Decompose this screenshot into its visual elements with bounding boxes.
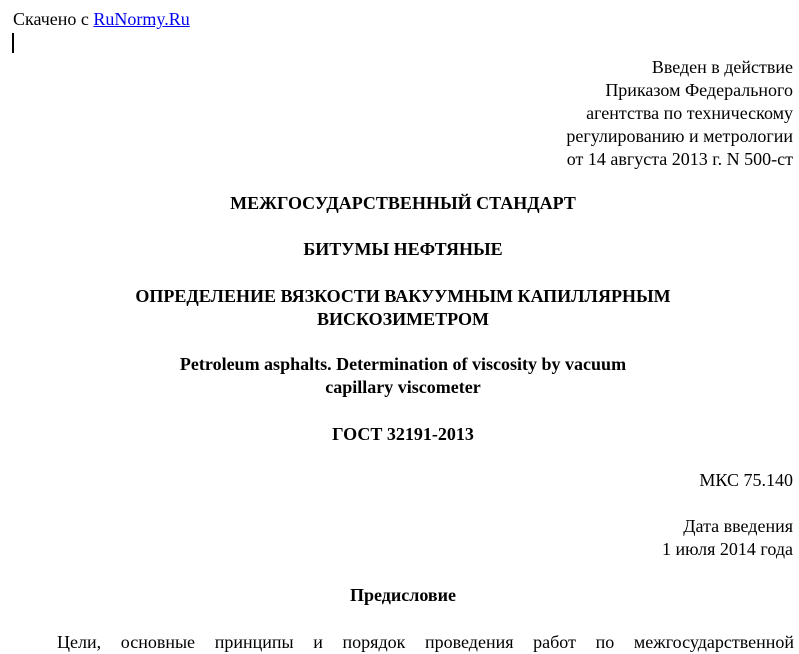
english-title (0, 353, 799, 399)
introduced-line: агентства по техническому (586, 103, 793, 123)
english-title-line: Petroleum asphalts. Determination of viscosity by vacuum (179, 354, 627, 374)
introduced-line: регулированию и метрологии (566, 126, 793, 146)
classifier-code: МКС 75.140 (699, 470, 793, 490)
standard-type-heading: МЕЖГОСУДАРСТВЕННЫЙ СТАНДАРТ (230, 193, 576, 213)
english-title-line: capillary viscometer (325, 377, 481, 397)
effective-date-label: Дата введения (683, 516, 793, 536)
source-prefix: Скачено с (13, 9, 89, 29)
method-title (0, 285, 799, 331)
standard-designation: ГОСТ 32191-2013 (332, 424, 474, 444)
effective-date-value: 1 июля 2014 года (662, 539, 793, 559)
preface-paragraph: Цели, основные принципы и порядок проведения работ по межгосударственной (57, 632, 794, 652)
method-title-line: ОПРЕДЕЛЕНИЕ ВЯЗКОСТИ ВАКУУМНЫМ КАПИЛЛЯРНЫМ (135, 286, 671, 306)
source-line (13, 8, 190, 31)
introduced-line: Введен в действие (651, 57, 793, 77)
introduced-block (566, 56, 793, 171)
preface-heading: Предисловие (350, 585, 456, 605)
source-link[interactable]: RuNormy.Ru (93, 9, 190, 29)
introduced-line: Приказом Федерального (605, 80, 793, 100)
subject-heading: БИТУМЫ НЕФТЯНЫЕ (303, 239, 503, 259)
text-cursor (12, 33, 14, 53)
effective-date-block (662, 515, 793, 561)
introduced-line: от 14 августа 2013 г. N 500-ст (566, 149, 793, 169)
method-title-line: ВИСКОЗИМЕТРОМ (317, 309, 489, 329)
